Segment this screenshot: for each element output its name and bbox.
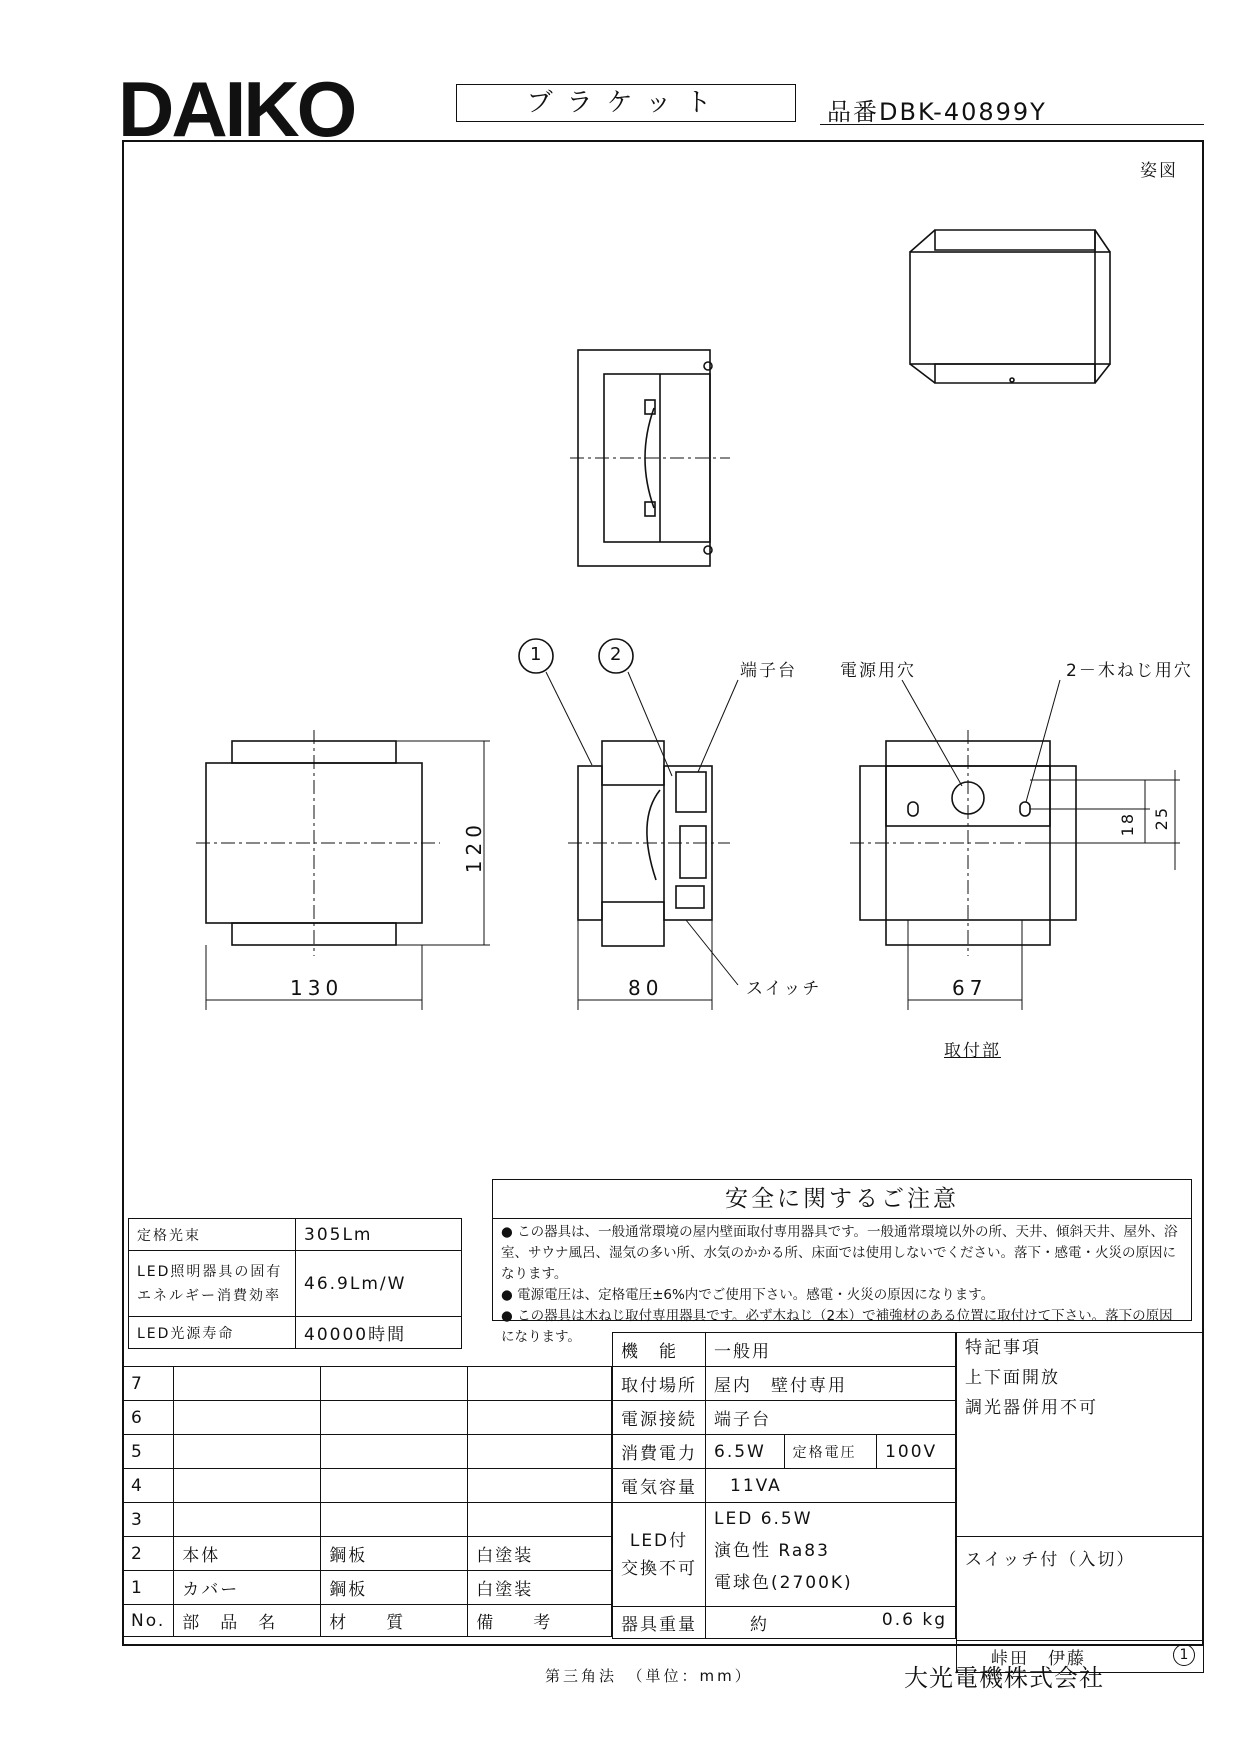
dim-depth: 80 <box>628 976 664 1000</box>
parts-note <box>468 1435 612 1469</box>
dim-mount-width: 67 <box>952 976 988 1000</box>
parts-note <box>468 1401 612 1435</box>
parts-note <box>468 1469 612 1503</box>
spec-connection-label: 電源接続 <box>613 1401 706 1435</box>
parts-name <box>174 1503 321 1537</box>
designer-cell: 峠田 伊藤 1 <box>957 1641 1204 1673</box>
spec-led-label: LED付交換不可 <box>613 1503 706 1607</box>
notes-box: 特記事項 上下面開放 調光器併用不可 <box>957 1333 1204 1537</box>
spec-label: LED光源寿命 <box>129 1317 296 1349</box>
spec-label: 定格光束 <box>129 1219 296 1251</box>
parts-note: 白塗装 <box>468 1571 612 1605</box>
parts-name <box>174 1435 321 1469</box>
company-name: 大光電機株式会社 <box>904 1664 1104 1692</box>
parts-no: 6 <box>123 1401 174 1435</box>
parts-name: 本体 <box>174 1537 321 1571</box>
spec-function-label: 機 能 <box>613 1333 706 1367</box>
parts-material: 鋼板 <box>321 1571 468 1605</box>
parts-header-no: No. <box>123 1605 174 1637</box>
spec-label: LED照明器具の固有エネルギー消費効率 <box>129 1251 296 1317</box>
spec-value: 46.9Lm/W <box>296 1251 462 1317</box>
parts-no: 3 <box>123 1503 174 1537</box>
parts-no: 7 <box>123 1367 174 1401</box>
dim-18: 18 <box>1118 812 1137 837</box>
parts-note <box>468 1503 612 1537</box>
notes-table <box>956 1332 1204 1673</box>
front-view <box>196 730 490 1010</box>
spec-connection: 端子台 <box>706 1401 956 1435</box>
mount-label: 取付部 <box>944 1041 1001 1061</box>
projection-note: 第三角法 （単位：mm） <box>545 1667 753 1685</box>
parts-material <box>321 1503 468 1537</box>
product-title: ブラケット <box>456 84 796 122</box>
parts-note: 白塗装 <box>468 1537 612 1571</box>
spec-weight-label: 器具重量 <box>613 1607 706 1639</box>
terminal-label: 端子台 <box>740 661 797 681</box>
spec-value: 40000時間 <box>296 1317 462 1349</box>
parts-name <box>174 1469 321 1503</box>
dim-width: 130 <box>290 976 344 1000</box>
safety-notice <box>492 1179 1192 1345</box>
daiko-logo: DAIKO <box>118 65 355 153</box>
side-view <box>519 639 738 1010</box>
notes-switch: スイッチ付（入切） <box>957 1537 1204 1641</box>
safety-title: 安全に関するご注意 <box>493 1180 1191 1219</box>
top-view <box>570 350 730 566</box>
spec-value: 305Lm <box>296 1219 462 1251</box>
callout-part-2: 2 <box>610 644 624 665</box>
parts-material <box>321 1367 468 1401</box>
mount-view <box>850 680 1180 1010</box>
screw-hole-label: 2－木ねじ用穴 <box>1066 661 1193 681</box>
safety-note: ● 電源電圧は、定格電圧±6%内でご使用下さい。感電・火災の原因になります。 <box>501 1287 995 1303</box>
spec-weight: 約 0.6 kg <box>706 1607 956 1639</box>
spec-power: 6.5W <box>706 1435 785 1469</box>
spec-capacity: 11VA <box>706 1469 956 1503</box>
spec-capacity-label: 電気容量 <box>613 1469 706 1503</box>
perspective-label: 姿図 <box>1140 161 1178 181</box>
parts-no: 4 <box>123 1469 174 1503</box>
power-hole-label: 電源用穴 <box>840 661 916 681</box>
parts-no: 2 <box>123 1537 174 1571</box>
parts-material <box>321 1435 468 1469</box>
callout-part-1: 1 <box>530 644 544 665</box>
dim-25: 25 <box>1152 806 1171 831</box>
parts-no: 5 <box>123 1435 174 1469</box>
spec-voltage: 100V <box>877 1435 956 1469</box>
parts-material <box>321 1401 468 1435</box>
spec-place: 屋内 壁付専用 <box>706 1367 956 1401</box>
switch-label: スイッチ <box>746 979 822 999</box>
parts-header-material: 材 質 <box>321 1605 468 1637</box>
parts-no: 1 <box>123 1571 174 1605</box>
parts-name <box>174 1367 321 1401</box>
parts-note <box>468 1367 612 1401</box>
safety-note: ● この器具は、一般通常環境の屋内壁面取付専用器具です。一般通常環境以外の所、天井、傾斜天井、屋外、浴室、サウナ風呂、湿気の多い所、水気のかかる所、床面では使用しないでください。落下・感電・火災の原因になります。 <box>501 1224 1178 1282</box>
dim-height: 120 <box>462 820 486 874</box>
parts-table <box>122 1366 612 1637</box>
product-spec-table <box>612 1332 956 1639</box>
parts-header-name: 部 品 名 <box>174 1605 321 1637</box>
safety-note: ● この器具は木ねじ取付専用器具です。必ず木ねじ（2本）で補強材のある位置に取付けて下さい。落下の原因になります。 <box>501 1308 1173 1345</box>
parts-name <box>174 1401 321 1435</box>
spec-function: 一般用 <box>706 1333 956 1367</box>
spec-place-label: 取付場所 <box>613 1367 706 1401</box>
spec-voltage-label: 定格電圧 <box>784 1435 876 1469</box>
spec-power-label: 消費電力 <box>613 1435 706 1469</box>
parts-material <box>321 1469 468 1503</box>
spec-led: LED 6.5W 演色性 Ra83 電球色(2700K) <box>706 1503 956 1607</box>
led-spec-table <box>128 1218 462 1349</box>
parts-material: 鋼板 <box>321 1537 468 1571</box>
parts-name: カバー <box>174 1571 321 1605</box>
part-number: 品番DBK-40899Y <box>827 98 1047 126</box>
parts-header-note: 備 考 <box>468 1605 612 1637</box>
perspective-view <box>910 230 1110 383</box>
